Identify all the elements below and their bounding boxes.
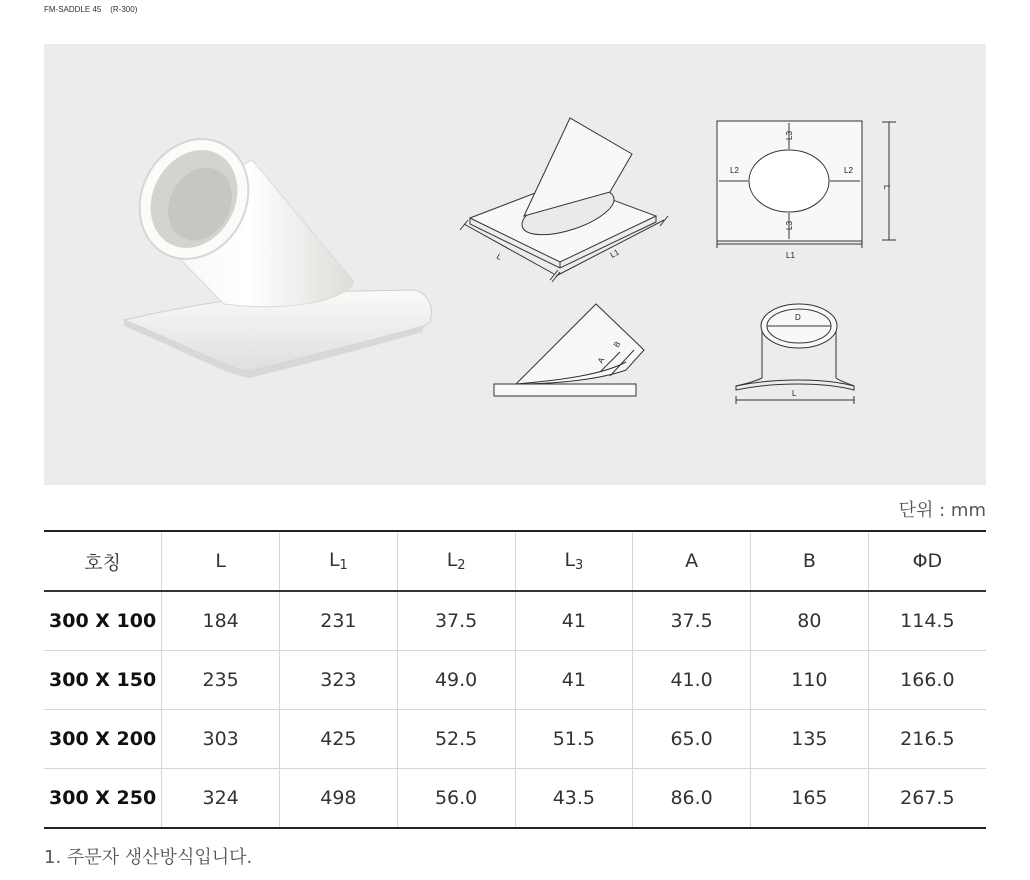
cell-L: 235: [162, 651, 280, 710]
cell-A: 86.0: [633, 769, 751, 829]
cell-L2: 56.0: [397, 769, 515, 829]
dim-label-B: B: [611, 339, 623, 349]
cell-A: 37.5: [633, 591, 751, 651]
header-main: A: [685, 550, 699, 572]
cell-B: 165: [751, 769, 869, 829]
cell-D: 267.5: [868, 769, 986, 829]
side-section-drawing: [494, 304, 644, 396]
footnote: 1. 주문자 생산방식입니다.: [44, 847, 253, 868]
header-main: L: [446, 549, 458, 571]
cell-L3: 51.5: [515, 710, 633, 769]
dim-label-L1-top-view: L1: [786, 251, 795, 260]
cell-L3: 41: [515, 651, 633, 710]
cell-B: 110: [751, 651, 869, 710]
saddle-photo: [119, 120, 431, 378]
dim-label-L-side: L: [882, 185, 891, 190]
front-view-drawing: [736, 304, 854, 404]
cell-size: 300 X 100: [44, 591, 162, 651]
header-L2: [397, 531, 515, 591]
cell-L1: 231: [280, 591, 398, 651]
product-code: FM-SADDLE 45 (R-300): [44, 5, 138, 14]
cell-A: 65.0: [633, 710, 751, 769]
cell-L3: 41: [515, 591, 633, 651]
dim-label-L: L: [495, 251, 504, 262]
header-subscript: 3: [575, 558, 584, 573]
isometric-drawing: [460, 118, 668, 282]
header-L3: [515, 531, 633, 591]
header-L1: [280, 531, 398, 591]
cell-L3: 43.5: [515, 769, 633, 829]
dim-label-L3-top: L3: [785, 131, 794, 140]
cell-L2: 52.5: [397, 710, 515, 769]
dim-label-D: D: [795, 313, 801, 322]
header-subscript: 2: [457, 558, 466, 573]
cell-L1: 498: [280, 769, 398, 829]
cell-D: 114.5: [868, 591, 986, 651]
header-D: [868, 531, 986, 591]
dim-label-L3-bottom: L3: [785, 221, 794, 230]
cell-L2: 37.5: [397, 591, 515, 651]
dim-label-L1: L1: [608, 247, 621, 260]
cell-size: 300 X 250: [44, 769, 162, 829]
cell-D: 216.5: [868, 710, 986, 769]
header-main: L: [215, 550, 226, 572]
header-subscript: 1: [339, 558, 348, 573]
cell-L1: 323: [280, 651, 398, 710]
dim-label-L2-right: L2: [844, 166, 853, 175]
spec-table: [44, 530, 986, 829]
cell-L1: 425: [280, 710, 398, 769]
product-figure: [44, 44, 986, 485]
table-header-row: [44, 531, 986, 591]
top-view-drawing: [717, 121, 896, 260]
dim-label-L2-left: L2: [730, 166, 739, 175]
header-main: 호칭: [84, 551, 121, 574]
header-size: [44, 531, 162, 591]
header-B: [751, 531, 869, 591]
header-main: B: [802, 550, 816, 572]
table-row: [44, 769, 986, 829]
dim-label-L-front: L: [792, 389, 797, 398]
cell-L: 184: [162, 591, 280, 651]
cell-L2: 49.0: [397, 651, 515, 710]
cell-size: 300 X 150: [44, 651, 162, 710]
table-row: [44, 591, 986, 651]
header-A: [633, 531, 751, 591]
table-row: [44, 710, 986, 769]
header-L: [162, 531, 280, 591]
cell-A: 41.0: [633, 651, 751, 710]
cell-size: 300 X 200: [44, 710, 162, 769]
table-row: [44, 651, 986, 710]
dim-label-A: A: [595, 355, 607, 365]
unit-note: 단위 : mm: [898, 500, 986, 521]
cell-B: 135: [751, 710, 869, 769]
header-main: L: [564, 549, 576, 571]
product-figure-panel: [44, 44, 986, 485]
cell-L: 324: [162, 769, 280, 829]
cell-D: 166.0: [868, 651, 986, 710]
header-main: ΦD: [912, 550, 943, 572]
cell-B: 80: [751, 591, 869, 651]
header-main: L: [328, 549, 340, 571]
cell-L: 303: [162, 710, 280, 769]
